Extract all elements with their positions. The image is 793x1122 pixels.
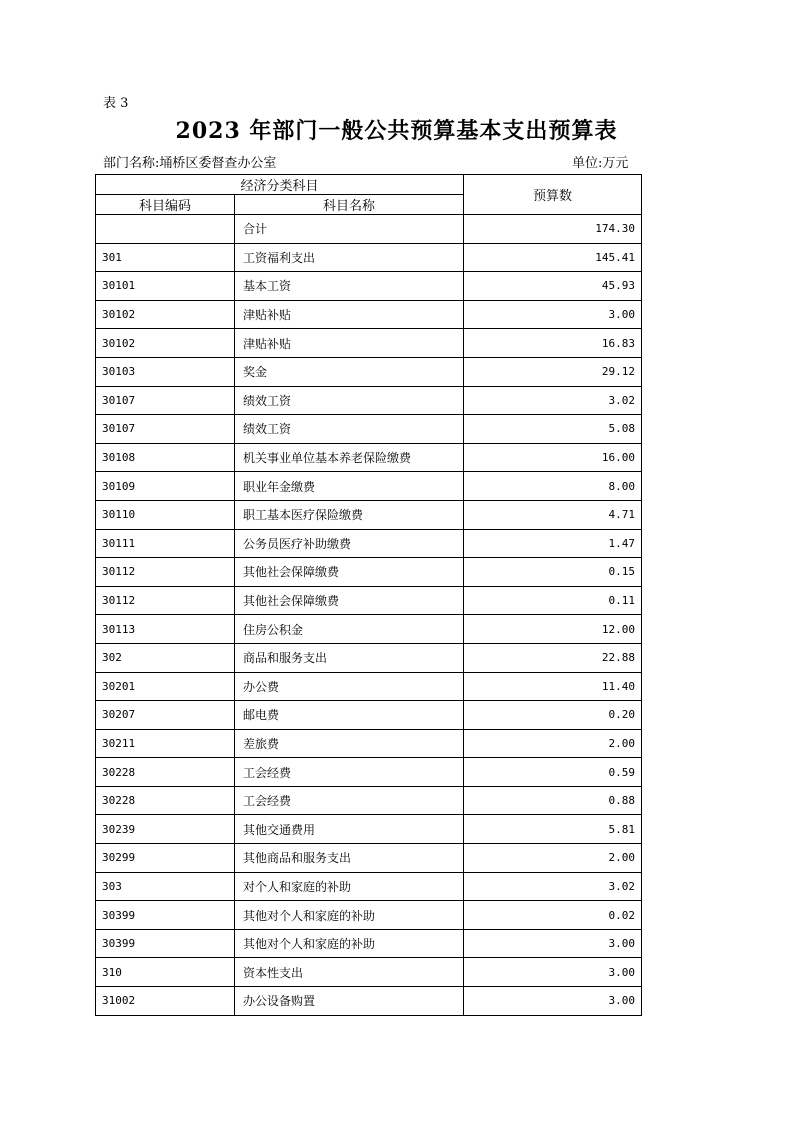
name-cell: 其他社会保障缴费 [235,558,464,587]
table-row [96,758,642,787]
name-cell: 工会经费 [235,786,464,815]
page-title: 2023 年部门一般公共预算基本支出预算表 [175,118,618,144]
amount-cell: 1.47 [464,529,642,558]
amount-cell: 0.02 [464,901,642,930]
code-cell: 30102 [96,329,235,358]
amount-cell: 12.00 [464,615,642,644]
amount-cell: 11.40 [464,672,642,701]
amount-cell: 45.93 [464,272,642,301]
table-row [96,929,642,958]
name-cell: 职业年金缴费 [235,472,464,501]
code-cell: 30207 [96,701,235,730]
name-cell: 奖金 [235,357,464,386]
name-header: 科目名称 [235,195,464,215]
table-row [96,529,642,558]
name-cell: 基本工资 [235,272,464,301]
amount-cell: 145.41 [464,243,642,272]
code-cell: 30101 [96,272,235,301]
amount-cell: 2.00 [464,729,642,758]
name-cell: 其他对个人和家庭的补助 [235,901,464,930]
code-cell: 303 [96,872,235,901]
code-cell: 30107 [96,386,235,415]
amount-cell: 3.00 [464,300,642,329]
name-cell: 邮电费 [235,701,464,730]
table-label: 表 3 [103,96,129,111]
name-cell: 公务员医疗补助缴费 [235,529,464,558]
table-row [96,643,642,672]
code-cell: 30111 [96,529,235,558]
code-cell: 30107 [96,415,235,444]
amount-cell: 3.00 [464,987,642,1016]
amount-cell: 0.15 [464,558,642,587]
code-cell: 30112 [96,586,235,615]
table-row [96,872,642,901]
code-cell: 30228 [96,758,235,787]
code-cell: 30201 [96,672,235,701]
name-cell: 资本性支出 [235,958,464,987]
table-row [96,272,642,301]
name-cell: 津贴补贴 [235,300,464,329]
amount-cell: 3.00 [464,958,642,987]
amount-cell: 3.02 [464,872,642,901]
amount-cell: 16.00 [464,443,642,472]
amount-cell: 4.71 [464,500,642,529]
code-cell: 30211 [96,729,235,758]
table-row [96,844,642,873]
code-cell: 30299 [96,844,235,873]
code-cell: 30399 [96,929,235,958]
name-cell: 办公设备购置 [235,987,464,1016]
name-cell: 工资福利支出 [235,243,464,272]
name-cell: 其他社会保障缴费 [235,586,464,615]
table-row [96,443,642,472]
name-cell: 绩效工资 [235,415,464,444]
code-cell: 302 [96,643,235,672]
name-cell: 工会经费 [235,758,464,787]
amount-cell: 174.30 [464,215,642,244]
economic-category-header: 经济分类科目 [96,175,464,195]
table-row [96,329,642,358]
table-row [96,987,642,1016]
code-cell: 31002 [96,987,235,1016]
amount-cell: 3.00 [464,929,642,958]
amount-cell: 5.08 [464,415,642,444]
code-cell: 30228 [96,786,235,815]
code-cell: 30109 [96,472,235,501]
amount-cell: 0.88 [464,786,642,815]
name-cell: 差旅费 [235,729,464,758]
name-cell: 职工基本医疗保险缴费 [235,500,464,529]
name-cell: 商品和服务支出 [235,643,464,672]
name-cell: 合计 [235,215,464,244]
code-cell: 310 [96,958,235,987]
amount-cell: 0.59 [464,758,642,787]
table-row [96,901,642,930]
code-cell: 30102 [96,300,235,329]
table-body [96,215,642,1016]
code-cell [96,215,235,244]
table-row [96,500,642,529]
name-cell: 住房公积金 [235,615,464,644]
amount-cell: 3.02 [464,386,642,415]
amount-cell: 0.11 [464,586,642,615]
table-row [96,729,642,758]
name-cell: 津贴补贴 [235,329,464,358]
amount-cell: 16.83 [464,329,642,358]
table-row [96,357,642,386]
code-cell: 30113 [96,615,235,644]
amount-cell: 2.00 [464,844,642,873]
table-row [96,586,642,615]
code-cell: 30110 [96,500,235,529]
table-row [96,815,642,844]
code-cell: 30108 [96,443,235,472]
code-cell: 30399 [96,901,235,930]
name-cell: 办公费 [235,672,464,701]
name-cell: 其他商品和服务支出 [235,844,464,873]
name-cell: 其他对个人和家庭的补助 [235,929,464,958]
table-row [96,243,642,272]
code-cell: 30112 [96,558,235,587]
table-row [96,558,642,587]
table-row [96,786,642,815]
amount-cell: 22.88 [464,643,642,672]
table-row [96,615,642,644]
unit-label: 单位:万元 [572,156,629,171]
table-row [96,672,642,701]
name-cell: 其他交通费用 [235,815,464,844]
code-cell: 301 [96,243,235,272]
budget-table [95,174,642,1016]
amount-cell: 0.20 [464,701,642,730]
amount-cell: 29.12 [464,357,642,386]
department-name: 部门名称:埇桥区委督查办公室 [103,156,277,171]
amount-cell: 8.00 [464,472,642,501]
code-cell: 30103 [96,357,235,386]
table-row [96,958,642,987]
table-row [96,701,642,730]
table-row [96,472,642,501]
code-header: 科目编码 [96,195,235,215]
table-row [96,215,642,244]
code-cell: 30239 [96,815,235,844]
table-row [96,300,642,329]
table-row [96,386,642,415]
table-row [96,415,642,444]
name-cell: 绩效工资 [235,386,464,415]
amount-cell: 5.81 [464,815,642,844]
budget-header: 预算数 [464,175,642,215]
name-cell: 对个人和家庭的补助 [235,872,464,901]
name-cell: 机关事业单位基本养老保险缴费 [235,443,464,472]
